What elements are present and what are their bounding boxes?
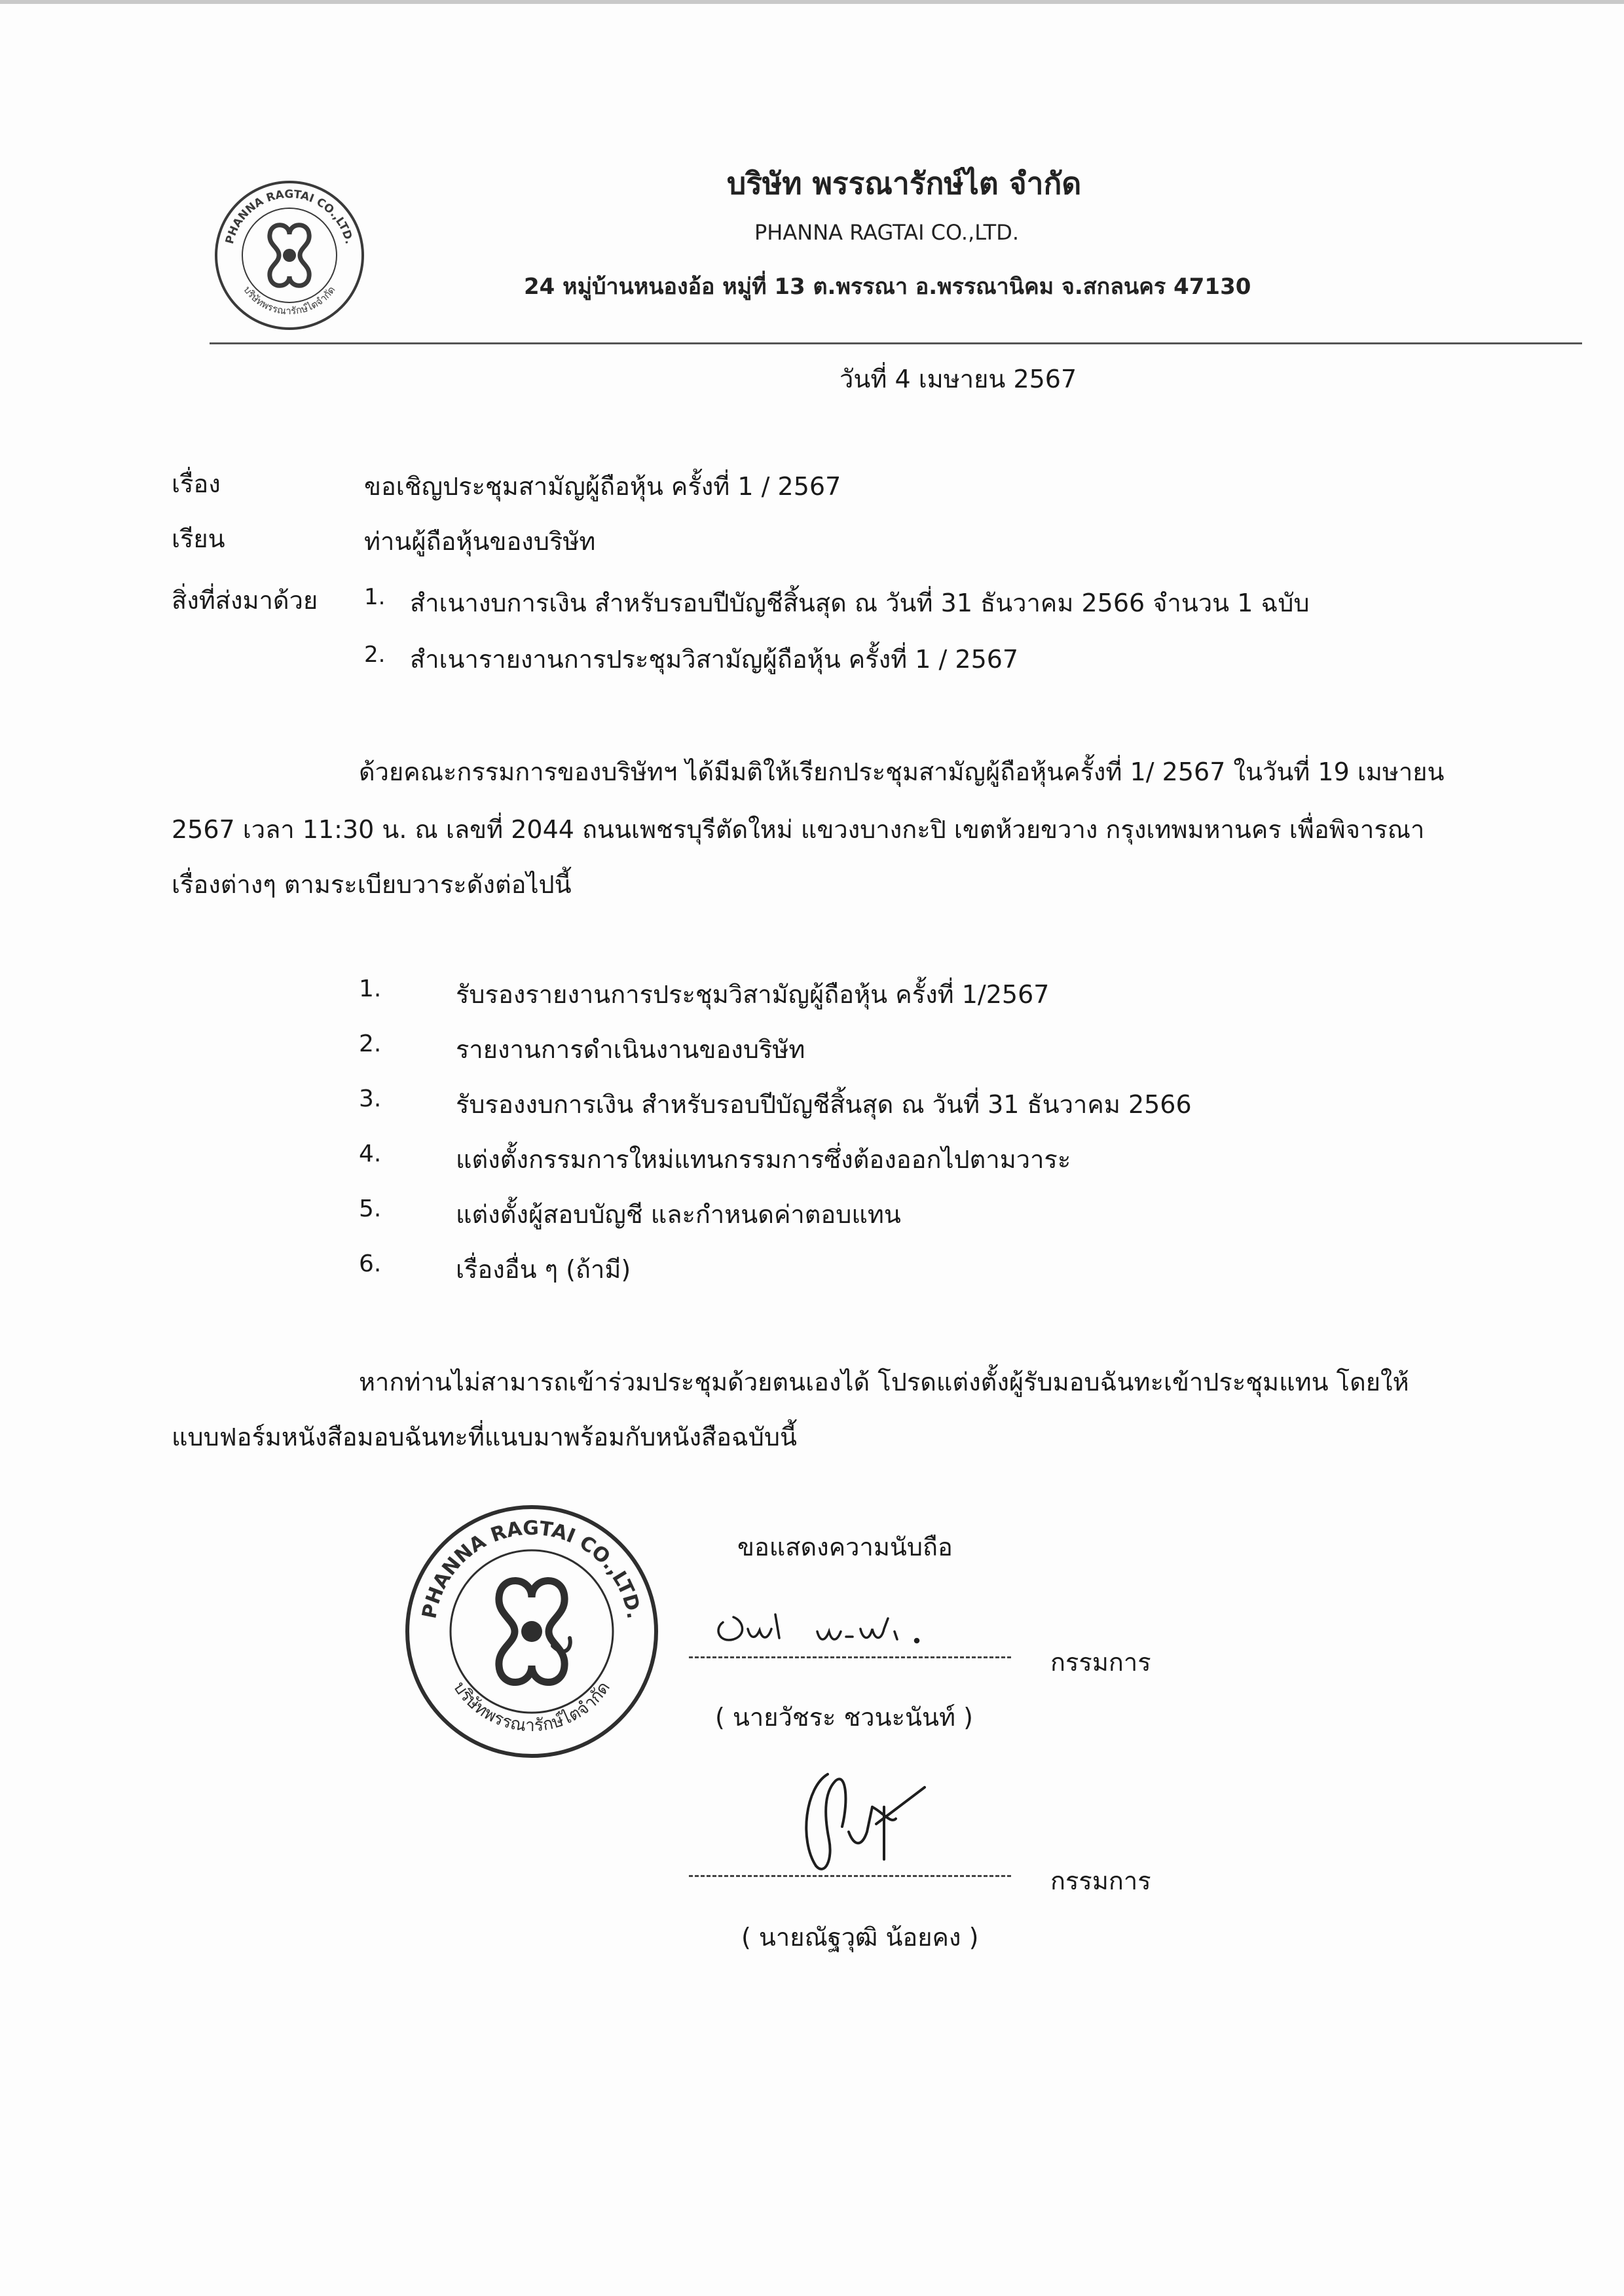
scan-top-edge bbox=[0, 0, 1624, 4]
enclosure-number: 2. bbox=[364, 642, 386, 668]
agenda-number: 2. bbox=[359, 1030, 382, 1057]
svg-text:PHANNA RAGTAI CO.,LTD.: PHANNA RAGTAI CO.,LTD. bbox=[223, 187, 356, 246]
signature-2-icon bbox=[786, 1761, 943, 1886]
company-address: 24 หมู่บ้านหนองอ้อ หมู่ที่ 13 ต.พรรณา อ.พรรณานิคม จ.สกลนคร 47130 bbox=[524, 274, 1251, 300]
company-name-english: PHANNA RAGTAI CO.,LTD. bbox=[754, 220, 1020, 245]
proxy-paragraph-line: หากท่านไม่สามารถเข้าร่วมประชุมด้วยตนเองได้ โปรดแต่งตั้งผู้รับมอบฉันทะเข้าประชุมแทน โดยให้ bbox=[359, 1368, 1409, 1396]
signature-line bbox=[689, 1656, 1011, 1658]
signatory-name: ( นายวัชระ ชวนะนันท์ ) bbox=[715, 1703, 973, 1732]
body-paragraph-line: ด้วยคณะกรรมการของบริษัทฯ ได้มีมติให้เรียกประชุมสามัญผู้ถือหุ้นครั้งที่ 1/ 2567 ในวันที่ 19 เมษายน bbox=[359, 757, 1445, 786]
agenda-item: แต่งตั้งผู้สอบบัญชี และกำหนดค่าตอบแทน bbox=[456, 1200, 901, 1229]
letter-date: วันที่ 4 เมษายน 2567 bbox=[840, 365, 1077, 393]
agenda-item: รายงานการดำเนินงานของบริษัท bbox=[456, 1035, 805, 1064]
header-divider bbox=[210, 342, 1582, 344]
closing-salutation: ขอแสดงความนับถือ bbox=[737, 1533, 953, 1561]
body-paragraph-line: เรื่องต่างๆ ตามระเบียบวาระดังต่อไปนี้ bbox=[172, 870, 572, 899]
signature-line bbox=[689, 1875, 1011, 1877]
agenda-number: 3. bbox=[359, 1085, 382, 1112]
proxy-paragraph-line: แบบฟอร์มหนังสือมอบฉันทะที่แนบมาพร้อมกับหนังสือฉบับนี้ bbox=[172, 1423, 798, 1451]
svg-text:บริษัทพรรณารักษ์ไตจำกัด: บริษัทพรรณารักษ์ไตจำกัด bbox=[449, 1678, 614, 1736]
agenda-item: รับรองรายงานการประชุมวิสามัญผู้ถือหุ้น ครั้งที่ 1/2567 bbox=[456, 980, 1050, 1009]
agenda-item: เรื่องอื่น ๆ (ถ้ามี) bbox=[456, 1255, 631, 1284]
recipient-value: ท่านผู้ถือหุ้นของบริษัท bbox=[364, 527, 596, 556]
agenda-number: 5. bbox=[359, 1195, 382, 1222]
company-seal-icon bbox=[211, 177, 368, 334]
body-paragraph-line: 2567 เวลา 11:30 น. ณ เลขที่ 2044 ถนนเพชรบุรีตัดใหม่ แขวงบางกะปิ เขตห้วยขวาง กรุงเทพมหานคร เพื่อพิจารณา bbox=[172, 815, 1425, 844]
svg-text:PHANNA RAGTAI CO.,LTD.: PHANNA RAGTAI CO.,LTD. bbox=[418, 1516, 646, 1621]
agenda-number: 1. bbox=[359, 975, 382, 1002]
agenda-item: แต่งตั้งกรรมการใหม่แทนกรรมการซึ่งต้องออกไปตามวาระ bbox=[456, 1145, 1071, 1174]
signature-1-icon bbox=[707, 1603, 1008, 1659]
subject-label: เรื่อง bbox=[172, 469, 221, 498]
svg-text:บริษัทพรรณารักษ์ไตจำกัด: บริษัทพรรณารักษ์ไตจำกัด bbox=[241, 283, 338, 318]
recipient-label: เรียน bbox=[172, 524, 225, 553]
subject-value: ขอเชิญประชุมสามัญผู้ถือหุ้น ครั้งที่ 1 / 2567 bbox=[364, 472, 841, 501]
enclosure-item: สำเนางบการเงิน สำหรับรอบปีบัญชีสิ้นสุด ณ วันที่ 31 ธันวาคม 2566 จำนวน 1 ฉบับ bbox=[410, 589, 1310, 617]
signatory-role: กรรมการ bbox=[1050, 1648, 1151, 1677]
signatory-role: กรรมการ bbox=[1050, 1867, 1151, 1895]
company-seal-stamp-icon bbox=[401, 1501, 663, 1762]
agenda-number: 6. bbox=[359, 1250, 382, 1277]
company-name-thai: บริษัท พรรณารักษ์ไต จำกัด bbox=[727, 166, 1082, 201]
enclosures-label: สิ่งที่ส่งมาด้วย bbox=[172, 586, 318, 615]
agenda-number: 4. bbox=[359, 1140, 382, 1167]
signatory-name: ( นายณัฐวุฒิ น้อยคง ) bbox=[741, 1923, 979, 1952]
agenda-item: รับรองงบการเงิน สำหรับรอบปีบัญชีสิ้นสุด ณ วันที่ 31 ธันวาคม 2566 bbox=[456, 1090, 1192, 1119]
enclosure-number: 1. bbox=[364, 584, 386, 610]
enclosure-item: สำเนารายงานการประชุมวิสามัญผู้ถือหุ้น ครั้งที่ 1 / 2567 bbox=[410, 645, 1019, 674]
